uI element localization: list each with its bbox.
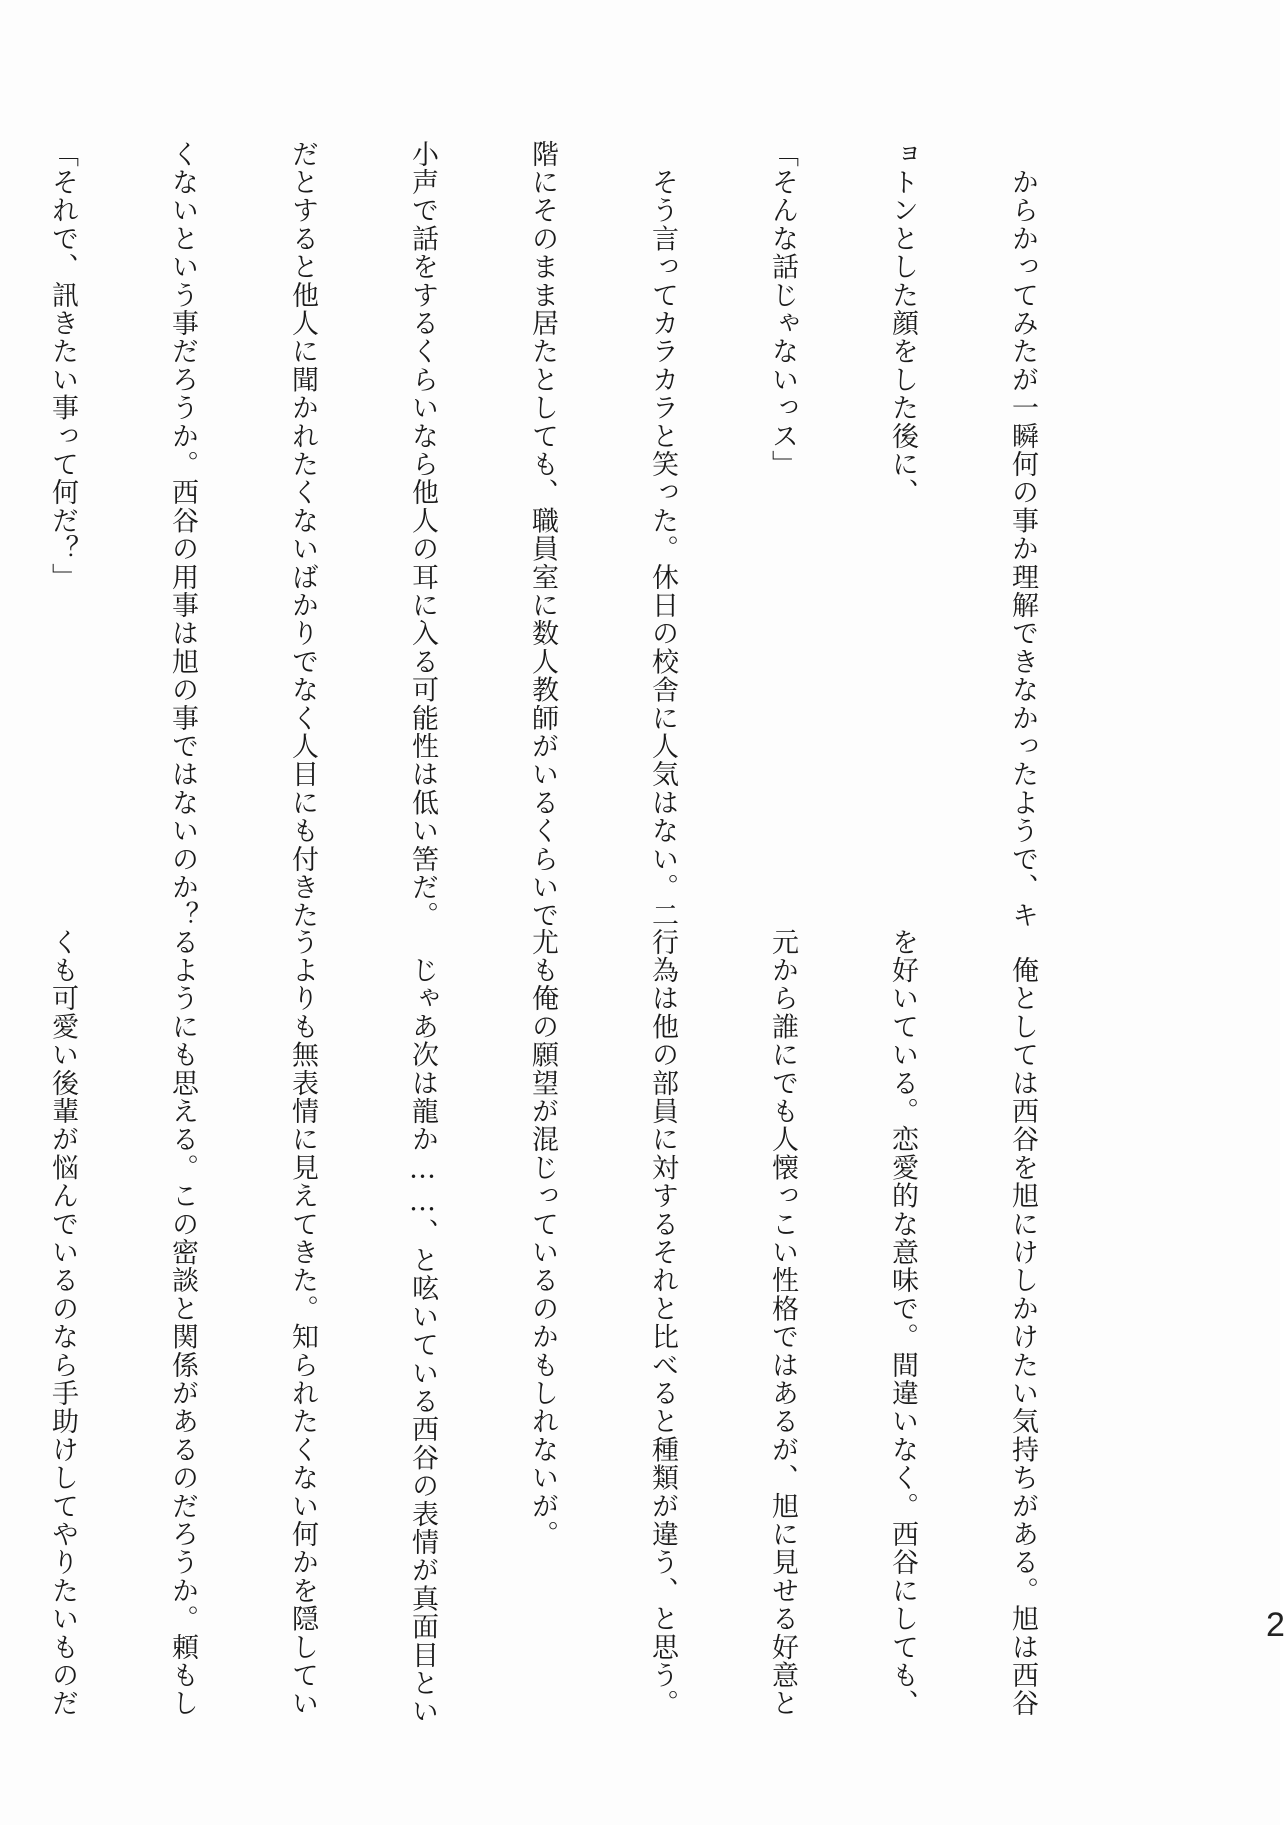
text-line: じゃあ次は龍か……、と呟いている西谷の表情が真面目とい bbox=[407, 928, 438, 1726]
text-line: だとすると他人に聞かれたくないばかりでなく人目にも付きた bbox=[287, 140, 318, 930]
text-line: 行為は他の部員に対するそれと比べると種類が違う、と思う。 bbox=[647, 928, 678, 1718]
text-line: ョトンとした顔をした後に、 bbox=[887, 140, 918, 507]
lower-text-column bbox=[47, 928, 1122, 1726]
text-line: 小声で話をするくらいなら他人の耳に入る可能性は低い筈だ。 bbox=[407, 140, 438, 930]
text-line: 「そんな話じゃないっス」 bbox=[767, 140, 798, 479]
text-line: を好いている。恋愛的な意味で。間違いなく。西谷にしても、 bbox=[887, 928, 918, 1718]
text-line: 尤も俺の願望が混じっているのかもしれないが。 bbox=[527, 928, 558, 1549]
text-line: からかってみたが一瞬何の事か理解できなかったようで、キ bbox=[1007, 140, 1038, 930]
text-line: くないという事だろうか。西谷の用事は旭の事ではないのか？ bbox=[167, 140, 198, 930]
text-line: うよりも無表情に見えてきた。知られたくない何かを隠してい bbox=[287, 928, 318, 1718]
page-number: 2 bbox=[1266, 1606, 1285, 1644]
text-line: そう言ってカラカラと笑った。休日の校舎に人気はない。二 bbox=[647, 140, 678, 930]
text-line: 階にそのまま居たとしても、職員室に数人教師がいるくらいで bbox=[527, 140, 558, 930]
text-line: 俺としては西谷を旭にけしかけたい気持ちがある。旭は西谷 bbox=[1007, 928, 1038, 1718]
upper-text-column bbox=[47, 140, 1122, 930]
text-line: 「それで、訊きたい事って何だ？」 bbox=[47, 140, 78, 592]
text-line: 元から誰にでも人懐っこい性格ではあるが、旭に見せる好意と bbox=[767, 928, 798, 1718]
text-line: るようにも思える。この密談と関係があるのだろうか。頼もし bbox=[167, 928, 198, 1718]
text-line: くも可愛い後輩が悩んでいるのなら手助けしてやりたいものだ bbox=[47, 928, 78, 1718]
